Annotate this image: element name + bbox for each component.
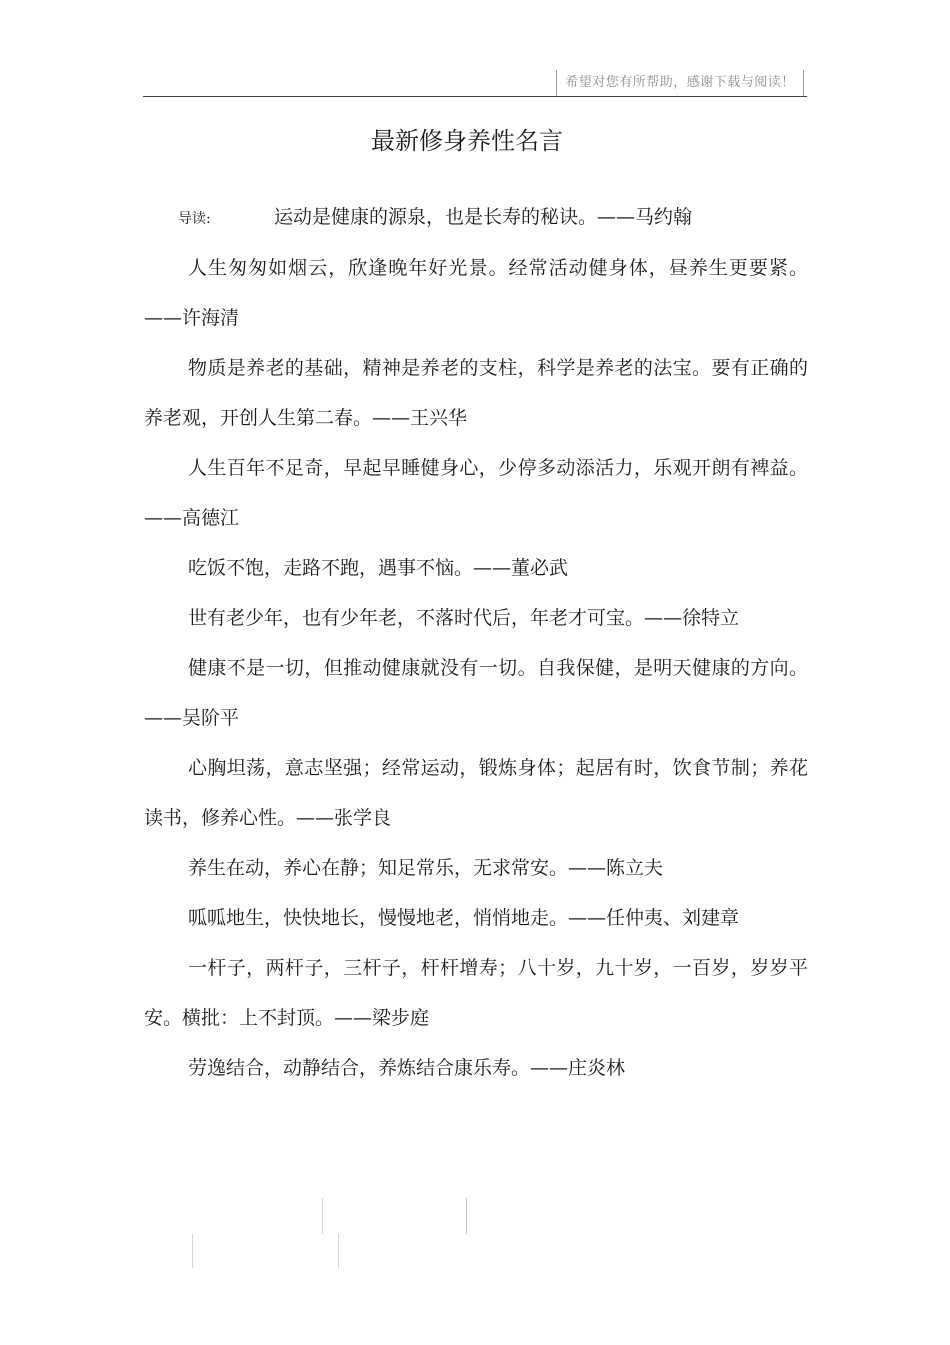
header-note: 希望对您有所帮助，感谢下载与阅读！	[556, 70, 804, 96]
lead-text: 运动是健康的源泉，也是长寿的秘诀。——马约翰	[274, 206, 693, 228]
quote-paragraph: 一杆子，两杆子，三杆子，杆杆增寿；八十岁，九十岁，一百岁，岁岁平安。横批：上不封顶。——梁步庭	[144, 957, 808, 1029]
quote-paragraph: 心胸坦荡，意志坚强；经常运动，锻炼身体；起居有时，饮食节制；养花读书，修养心性。——张学良	[144, 757, 808, 829]
document-title: 最新修身养性名言	[371, 127, 563, 155]
quote-paragraph: 世有老少年，也有少年老，不落时代后，年老才可宝。——徐特立	[188, 607, 740, 629]
quote-paragraph: 物质是养老的基础，精神是养老的支柱，科学是养老的法宝。要有正确的养老观，开创人生第二春。——王兴华	[144, 357, 808, 429]
quote-paragraph: 呱呱地生，快快地长，慢慢地老，悄悄地走。——任仲夷、刘建章	[188, 907, 740, 929]
quote-paragraph: 人生匆匆如烟云，欣逢晚年好光景。经常活动健身体，昼养生更要紧。——许海清	[144, 257, 808, 329]
faint-mark	[322, 1198, 323, 1234]
quote-paragraph: 健康不是一切，但推动健康就没有一切。自我保健，是明天健康的方向。——吴阶平	[144, 657, 808, 729]
quote-paragraph: 养生在动，养心在静；知足常乐，无求常安。——陈立夫	[188, 857, 664, 879]
quote-paragraph: 吃饭不饱，走路不跑，遇事不恼。——董必武	[188, 557, 569, 579]
faint-mark	[192, 1234, 193, 1268]
lead-label: 导读:	[178, 211, 211, 227]
document-body	[144, 243, 808, 1093]
header-rule	[143, 96, 807, 97]
faint-mark	[338, 1234, 339, 1268]
faint-mark	[466, 1198, 467, 1234]
lead-row	[178, 202, 692, 234]
quote-paragraph: 人生百年不足奇，早起早睡健身心，少停多动添活力，乐观开朗有裨益。——高德江	[144, 457, 808, 529]
quote-paragraph: 劳逸结合，动静结合，养炼结合康乐寿。——庄炎林	[188, 1057, 626, 1079]
